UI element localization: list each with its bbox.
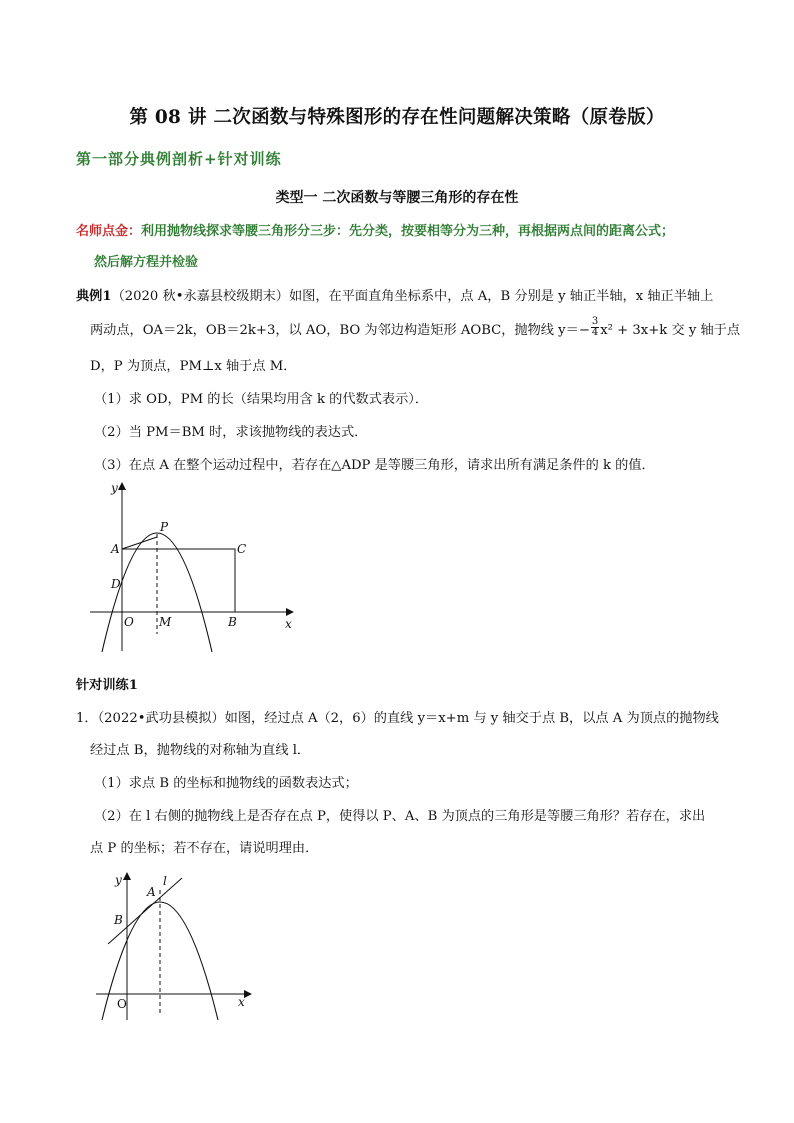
- label-O: O: [124, 615, 134, 629]
- type-title: 类型一 二次函数与等腰三角形的存在性: [275, 190, 519, 206]
- label-l: l: [163, 874, 167, 888]
- label-x: x: [238, 995, 245, 1009]
- example1-text2b: x² + 3x+k 交 y 轴于点: [600, 323, 741, 338]
- example1-text1: 如图，在平面直角坐标系中，点 A，B 分别是 y 轴正半轴，x 轴正半轴上: [288, 289, 714, 304]
- line-AB: [108, 878, 182, 944]
- training1-figure: [90, 868, 260, 1023]
- training1-line1: 1．（2022•武功县模拟）如图，经过点 A（2，6）的直线 y＝x+m 与 y 轴交于点 B，以点 A 为顶点的抛物线: [76, 711, 719, 726]
- example1-question3: （3）在点 A 在整个运动过程中，若存在△ADP 是等腰三角形，请求出所有满足条件的 k 的值．: [94, 458, 655, 473]
- example1-text2a: 两动点，OA＝2k，OB＝2k+3，以 AO，BO 为邻边构造矩形 AOBC，抛物线 y＝−: [90, 323, 590, 338]
- part-title: 第一部分典例剖析+针对训练: [76, 150, 282, 168]
- label-B: B: [228, 615, 237, 629]
- label-B: B: [114, 913, 123, 927]
- segment-AP: [122, 537, 157, 549]
- label-D: D: [111, 577, 121, 591]
- fraction: [591, 317, 599, 338]
- tip-text-line2: 然后解方程并检验: [94, 255, 199, 270]
- example1-line2: [90, 316, 741, 341]
- training1-heading: 针对训练1: [76, 678, 138, 693]
- label-A: A: [147, 885, 156, 899]
- fraction-numerator: 3: [591, 316, 599, 327]
- label-M: M: [159, 615, 172, 629]
- teacher-tip: [76, 220, 674, 239]
- example1-line1: [76, 285, 713, 304]
- fraction-denominator: 4: [591, 327, 599, 338]
- example1-figure: [80, 476, 310, 656]
- example1-line3: D，P 为顶点，PM⊥x 轴于点 M．: [90, 359, 297, 374]
- training1-question2b: 点 P 的坐标；若不存在，请说明理由．: [90, 841, 319, 856]
- training1-question2a: （2）在 l 右侧的抛物线上是否存在点 P，使得以 P、A、B 为顶点的三角形是等腰三角形？若存在，求出: [94, 809, 706, 824]
- label-y: y: [115, 873, 122, 887]
- label-y: y: [111, 481, 118, 495]
- example1-label: 典例1: [76, 289, 112, 304]
- label-P: P: [160, 520, 169, 534]
- example1-question1: （1）求 OD，PM 的长（结果均用含 k 的代数式表示）．: [94, 392, 429, 407]
- training1-question1: （1）求点 B 的坐标和抛物线的函数表达式；: [94, 776, 358, 791]
- label-O: O: [117, 997, 127, 1011]
- page-title: 第 08 讲 二次函数与特殊图形的存在性问题解决策略（原卷版）: [129, 107, 665, 128]
- rectangle-AOBC: [122, 549, 235, 612]
- tip-label: 名师点金：: [76, 224, 142, 239]
- label-x: x: [285, 617, 292, 631]
- example1-source: （2020 秋•永嘉县校级期末）: [111, 289, 289, 304]
- label-A: A: [111, 542, 120, 556]
- example1-question2: （2）当 PM＝BM 时，求该抛物线的表达式．: [94, 425, 368, 440]
- label-C: C: [237, 542, 247, 556]
- tip-text-line1: 利用抛物线探求等腰三角形分三步：先分类，按要相等分为三种，再根据两点间的距离公式；: [141, 224, 675, 239]
- training1-line2: 经过点 B，抛物线的对称轴为直线 l．: [90, 743, 311, 758]
